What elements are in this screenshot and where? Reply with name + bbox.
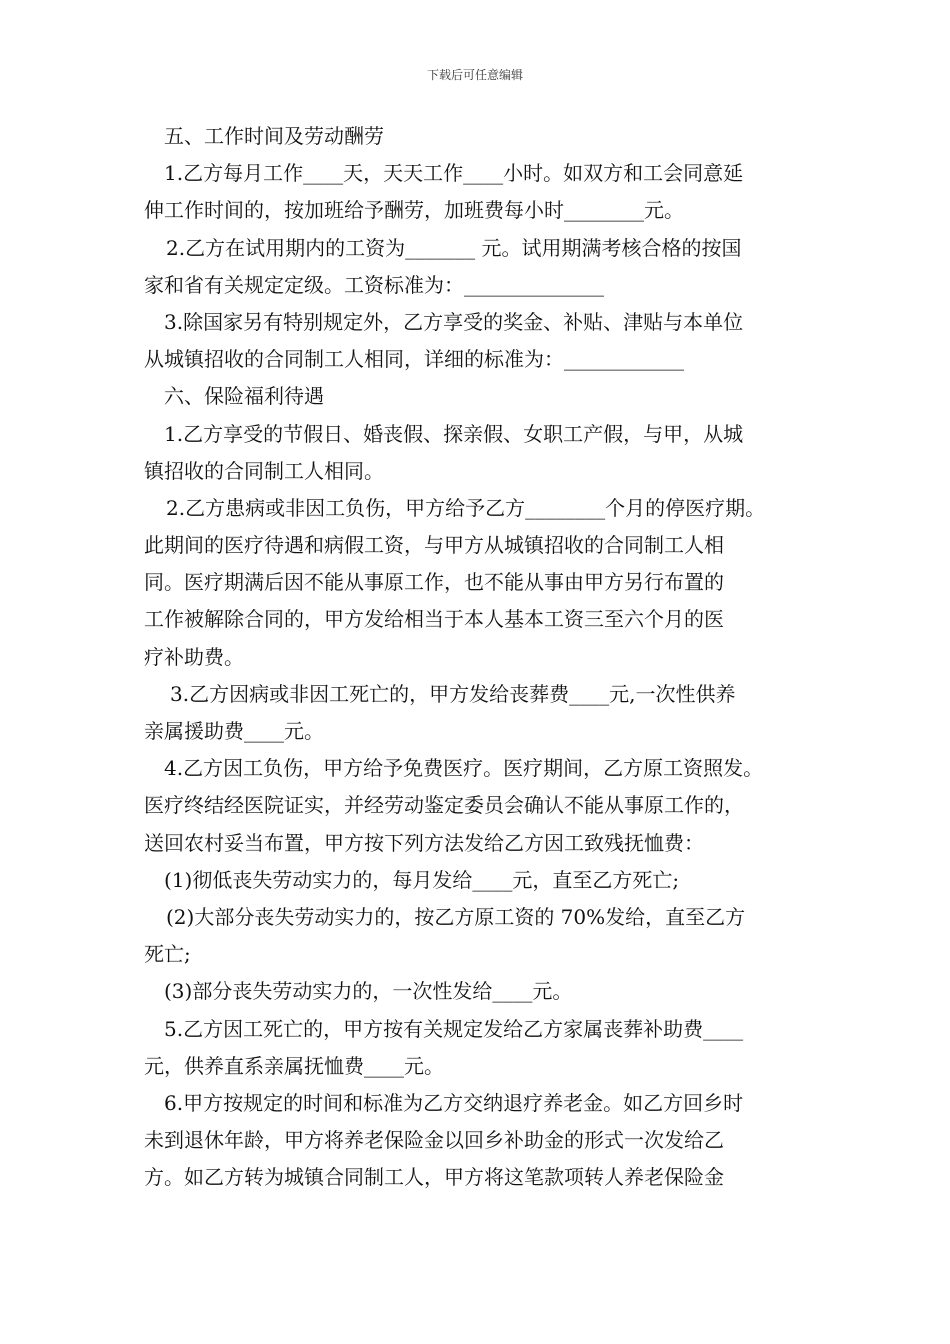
text-line: 医疗终结经医院证实，并经劳动鉴定委员会确认不能从事原工作的， [144, 793, 744, 818]
text-line: 5.乙方因工死亡的，甲方按有关规定发给乙方家属丧葬补助费____ [164, 1016, 744, 1041]
text-line: 家和省有关规定定级。工资标准为：______________ [144, 272, 604, 297]
text-line: 2.乙方在试用期内的工资为_______ 元。试用期满考核合格的按国 [166, 235, 742, 260]
text-line: 4.乙方因工负伤，甲方给予免费医疗。医疗期间，乙方原工资照发。 [164, 756, 764, 781]
text-line: 疗补助费。 [144, 644, 244, 669]
text-line: 工作被解除合同的，甲方发给相当于本人基本工资三至六个月的医 [144, 607, 724, 632]
text-line: 镇招收的合同制工人相同。 [144, 458, 384, 483]
text-line: 送回农村妥当布置，甲方按下列方法发给乙方因工致残抚恤费： [144, 830, 704, 855]
text-line: (3)部分丧失劳动实力的，一次性发给____元。 [164, 979, 573, 1004]
text-line: 2.乙方患病或非因工负伤，甲方给予乙方________个月的停医疗期。 [166, 495, 766, 520]
text-line: 3.除国家另有特别规定外，乙方享受的奖金、补贴、津贴与本单位 [164, 309, 744, 334]
text-line: 3.乙方因病或非因工死亡的，甲方发给丧葬费____元,一次性供养 [170, 681, 736, 706]
text-line: 伸工作时间的，按加班给予酬劳，加班费每小时________元。 [144, 198, 684, 223]
text-line: 此期间的医疗待遇和病假工资，与甲方从城镇招收的合同制工人相 [144, 533, 724, 558]
text-line: 1.乙方享受的节假日、婚丧假、探亲假、女职工产假，与甲，从城 [164, 421, 744, 446]
text-line: 亲属援助费____元。 [144, 719, 324, 743]
text-line: 元，供养直系亲属抚恤费____元。 [144, 1053, 444, 1078]
document-body [144, 118, 814, 1196]
text-line: 死亡; [144, 942, 191, 967]
text-line: 未到退休年龄，甲方将养老保险金以回乡补助金的形式一次发给乙 [144, 1128, 724, 1153]
text-line: 六、保险福利待遇 [164, 384, 324, 409]
text-line: 6.甲方按规定的时间和标准为乙方交纳退疗养老金。如乙方回乡时 [164, 1090, 744, 1115]
text-line: (1)彻低丧失劳动实力的，每月发给____元，直至乙方死亡; [164, 867, 680, 892]
text-line: 从城镇招收的合同制工人相同，详细的标准为：____________ [144, 347, 684, 372]
text-line: (2)大部分丧失劳动实力的，按乙方原工资的 70%发给，直至乙方 [166, 904, 746, 929]
text-line: 五、工作时间及劳动酬劳 [164, 124, 384, 148]
page-header: 下载后可任意编辑 [426, 68, 523, 82]
text-line: 1.乙方每月工作____天，天天工作____小时。如双方和工会同意延 [164, 161, 744, 186]
text-line: 同。医疗期满后因不能从事原工作，也不能从事由甲方另行布置的 [144, 570, 724, 595]
text-line: 方。如乙方转为城镇合同制工人，甲方将这笔款项转人养老保险金 [144, 1165, 724, 1190]
